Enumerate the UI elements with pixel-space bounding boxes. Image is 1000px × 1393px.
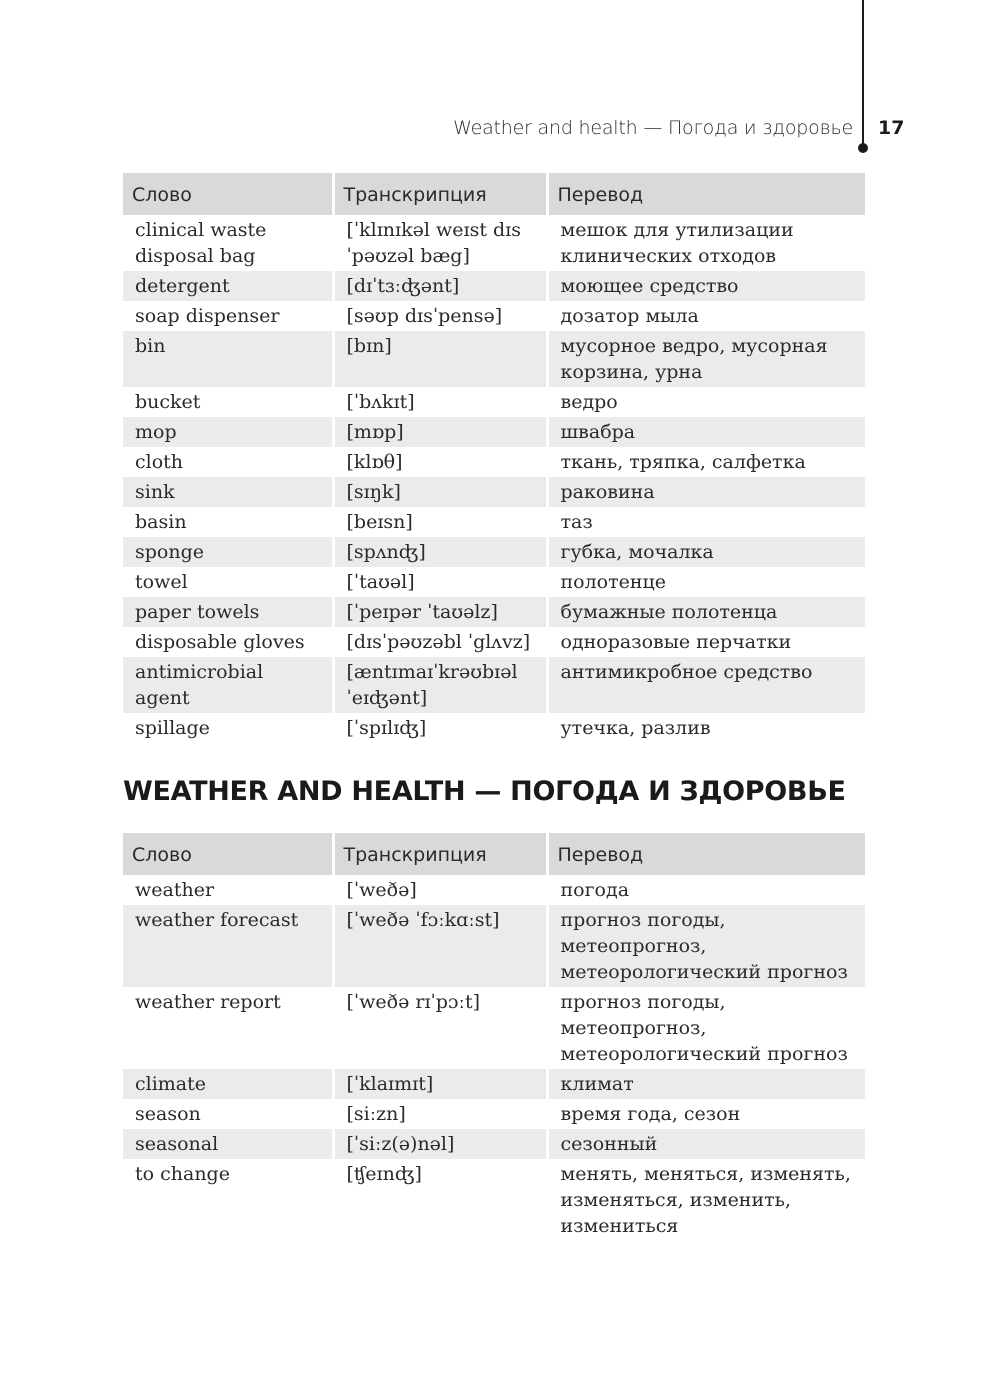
transcription-cell: [æntɪmaɪˈkrəʊbɪəl ˈeɪʤənt] — [333, 657, 547, 713]
word-cell: mop — [123, 417, 333, 447]
transcription-cell: [ˈsiːz(ə)nəl] — [333, 1129, 547, 1159]
translation-cell: одноразовые перчатки — [560, 631, 792, 653]
table-row — [123, 477, 865, 507]
translation-cell: бумажные полотенца — [547, 597, 865, 627]
translation-cell: моющее средство — [547, 271, 865, 301]
table-row — [123, 1159, 865, 1241]
table-row — [123, 417, 865, 447]
translation-cell: антимикробное средство — [547, 657, 865, 713]
column-header-translation: Перевод — [547, 173, 865, 215]
transcription-cell: [ˈpeɪpər ˈtaʊəlz] — [333, 597, 547, 627]
word-cell: clinical waste disposal bag — [123, 215, 333, 271]
page-number: 17 — [878, 117, 905, 139]
word-cell: antimicrobial agent — [123, 657, 333, 713]
table-row — [123, 1069, 865, 1099]
transcription-cell: [mɒp] — [333, 417, 547, 447]
transcription-cell: [dɪˈtɜːʤənt] — [333, 271, 547, 301]
transcription-cell: [beɪsn] — [333, 507, 547, 537]
vocabulary-table-weather — [123, 833, 865, 1241]
translation-cell: прогноз погоды, метеопрогноз, метеорологический прогноз — [547, 905, 865, 987]
table-row — [123, 331, 865, 387]
transcription-cell: [ˈtaʊəl] — [333, 567, 547, 597]
table-header-row — [123, 173, 865, 215]
word-cell: cloth — [123, 447, 333, 477]
header-vertical-rule — [862, 0, 864, 148]
table-row — [123, 537, 865, 567]
table-row — [123, 215, 865, 271]
transcription-cell: [ˈweðə rɪˈpɔːt] — [333, 987, 547, 1069]
word-cell: seasonal — [123, 1129, 333, 1159]
translation-cell: утечка, разлив — [560, 717, 711, 739]
column-header-word: Слово — [123, 833, 333, 875]
word-cell: spillage — [123, 713, 333, 743]
transcription-cell: [səʊp dɪsˈpensə] — [333, 301, 547, 331]
table-row — [123, 627, 865, 657]
table-row — [123, 713, 865, 743]
word-cell: detergent — [123, 271, 333, 301]
transcription-cell: [dɪsˈpəʊzəbl ˈglʌvz] — [333, 627, 547, 657]
column-header-word: Слово — [123, 173, 333, 215]
translation-cell: ведро — [560, 391, 618, 413]
transcription-cell: [spʌnʤ] — [333, 537, 547, 567]
transcription-cell: [sɪŋk] — [333, 477, 547, 507]
table-row — [123, 597, 865, 627]
word-cell: paper towels — [123, 597, 333, 627]
translation-cell: сезонный — [547, 1129, 865, 1159]
table-row — [123, 987, 865, 1069]
column-header-transcription: Транскрипция — [333, 833, 547, 875]
table-header-row — [123, 833, 865, 875]
translation-cell: менять, меняться, изменять, изменяться, изменить, измениться — [560, 1163, 851, 1237]
table-row — [123, 1099, 865, 1129]
vocabulary-table-cleaning — [123, 173, 865, 743]
transcription-cell: [ʧeɪnʤ] — [333, 1159, 547, 1241]
translation-cell: прогноз погоды, метеопрогноз, метеорологический прогноз — [560, 991, 848, 1065]
translation-cell: дозатор мыла — [560, 305, 699, 327]
translation-cell: полотенце — [560, 571, 666, 593]
translation-cell: швабра — [547, 417, 865, 447]
translation-cell: погода — [560, 879, 630, 901]
word-cell: weather forecast — [123, 905, 333, 987]
translation-cell: климат — [547, 1069, 865, 1099]
word-cell: sink — [123, 477, 333, 507]
translation-cell: раковина — [547, 477, 865, 507]
table-row — [123, 875, 865, 905]
translation-cell: таз — [560, 511, 593, 533]
table-row — [123, 301, 865, 331]
word-cell: to change — [123, 1159, 333, 1241]
word-cell: bucket — [123, 387, 333, 417]
table-row — [123, 507, 865, 537]
word-cell: season — [123, 1099, 333, 1129]
word-cell: towel — [123, 567, 333, 597]
word-cell: basin — [123, 507, 333, 537]
transcription-cell: [siːzn] — [333, 1099, 547, 1129]
translation-cell: мешок для утилизации клинических отходов — [560, 219, 794, 267]
transcription-cell: [bɪn] — [333, 331, 547, 387]
transcription-cell: [ˈklaɪmɪt] — [333, 1069, 547, 1099]
translation-cell: губка, мочалка — [547, 537, 865, 567]
section-heading: WEATHER AND HEALTH — ПОГОДА И ЗДОРОВЬЕ — [123, 776, 846, 807]
transcription-cell: [ˈweðə] — [333, 875, 547, 905]
table-row — [123, 657, 865, 713]
word-cell: disposable gloves — [123, 627, 333, 657]
word-cell: bin — [123, 331, 333, 387]
running-title: Weather and health — Погода и здоровье — [453, 117, 853, 139]
translation-cell: ткань, тряпка, салфетка — [560, 451, 806, 473]
column-header-translation: Перевод — [547, 833, 865, 875]
transcription-cell: [ˈbʌkɪt] — [333, 387, 547, 417]
transcription-cell: [klɒθ] — [333, 447, 547, 477]
table-row — [123, 1129, 865, 1159]
word-cell: weather — [123, 875, 333, 905]
header-rule-dot — [858, 143, 868, 153]
column-header-transcription: Транскрипция — [333, 173, 547, 215]
table-row — [123, 271, 865, 301]
word-cell: weather report — [123, 987, 333, 1069]
word-cell: sponge — [123, 537, 333, 567]
table-row — [123, 387, 865, 417]
transcription-cell: [ˈweðə ˈfɔːkɑːst] — [333, 905, 547, 987]
table-row — [123, 567, 865, 597]
word-cell: soap dispenser — [123, 301, 333, 331]
table-row — [123, 447, 865, 477]
table-row — [123, 905, 865, 987]
transcription-cell: [ˈklɪnɪkəl weɪst dɪsˈpəʊzəl bæg] — [333, 215, 547, 271]
word-cell: climate — [123, 1069, 333, 1099]
translation-cell: время года, сезон — [560, 1103, 741, 1125]
transcription-cell: [ˈspɪlɪʤ] — [333, 713, 547, 743]
translation-cell: мусорное ведро, мусорная корзина, урна — [547, 331, 865, 387]
